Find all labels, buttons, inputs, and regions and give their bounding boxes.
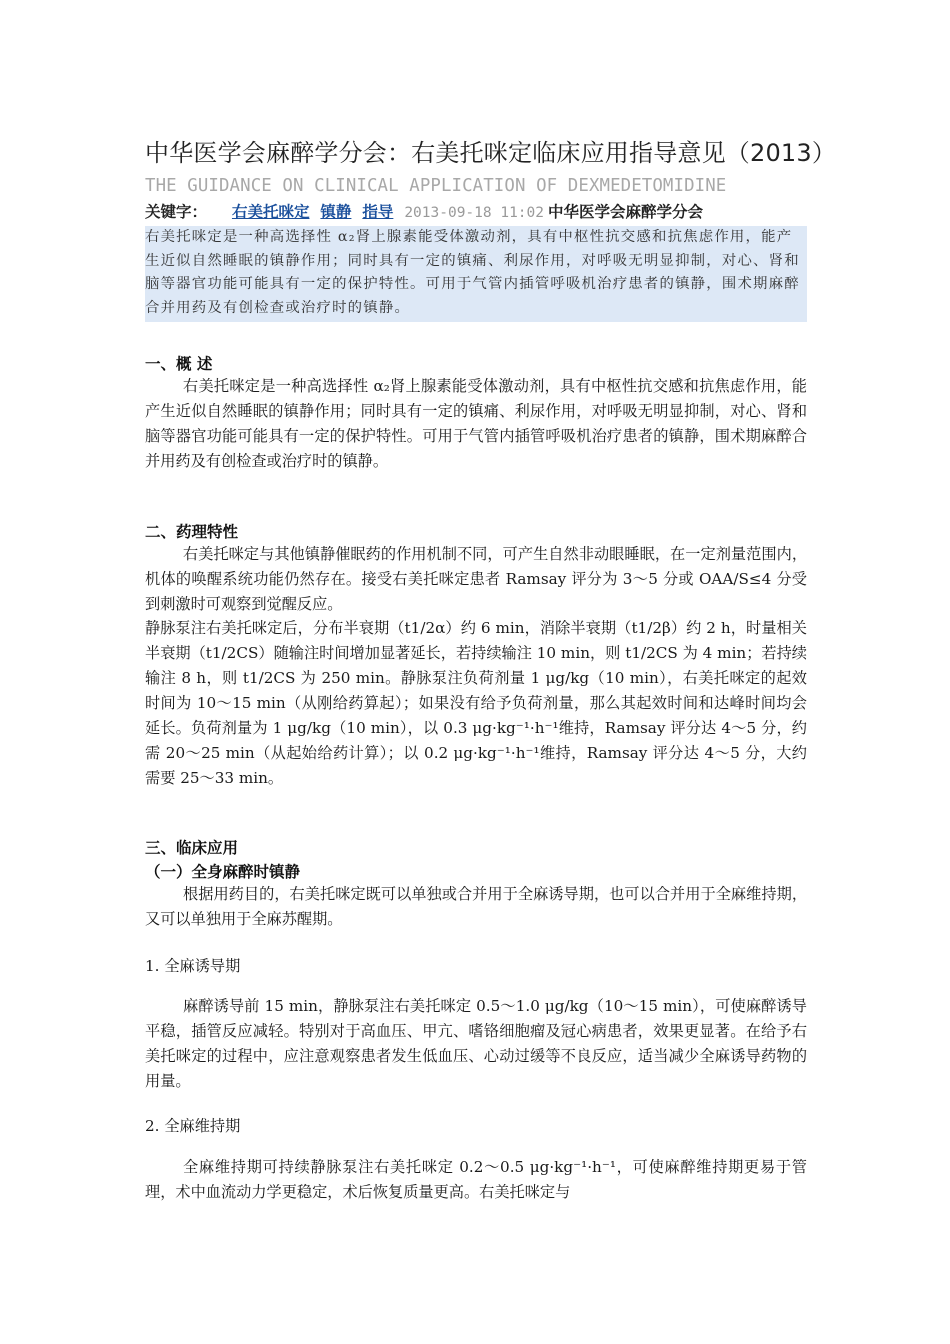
meta-line — [145, 202, 825, 223]
section-heading-clinical-use: 三、临床应用 — [145, 839, 239, 857]
subsection-heading-general-anesthesia: （一）全身麻醉时镇静 — [145, 863, 301, 881]
page-subtitle: THE GUIDANCE ON CLINICAL APPLICATION OF DEXMEDETOMIDINE — [145, 176, 727, 196]
pharmacology-paragraph-1: 右美托咪定与其他镇静催眠药的作用机制不同，可产生自然非动眼睡眠，在一定剂量范围内，机体的唤醒系统功能仍然存在。接受右美托咪定患者 Ramsay 评分为 3～5 分或 OAA/S≤4 分受到刺激时可观察到觉醒反应。 — [145, 545, 807, 613]
overview-paragraph: 右美托咪定是一种高选择性 α₂肾上腺素能受体激动剂，具有中枢性抗交感和抗焦虑作用，能产生近似自然睡眠的镇静作用；同时具有一定的镇痛、利尿作用，对呼吸无明显抑制，对心、肾和脑等器官功能可能具有一定的保护特性。可用于气管内插管呼吸机治疗患者的镇静，围术期麻醉合并用药及有创检查或治疗时的镇静。 — [145, 377, 807, 470]
keywords-label: 关键字： — [145, 203, 208, 221]
section-heading-pharmacology: 二、药理特性 — [145, 523, 239, 541]
maintenance-paragraph: 全麻维持期可持续静脉泵注右美托咪定 0.2～0.5 μg·kg⁻¹·h⁻¹，可使麻醉维持期更易于管理，术中血流动力学更稳定，术后恢复质量更高。右美托咪定与 — [145, 1158, 807, 1201]
page-title: 中华医学会麻醉学分会：右美托咪定临床应用指导意见（2013） — [145, 139, 837, 167]
general-anesthesia-paragraph: 根据用药目的，右美托咪定既可以单独或合并用于全麻诱导期，也可以合并用于全麻维持期，又可以单独用于全麻苏醒期。 — [145, 885, 807, 928]
tag-link-sedation[interactable]: 镇静 — [320, 203, 352, 221]
tag-link-dexmedetomidine[interactable]: 右美托咪定 — [231, 203, 310, 221]
item-heading-induction: 1. 全麻诱导期 — [145, 957, 241, 975]
section-heading-overview: 一、概 述 — [145, 355, 213, 373]
item-heading-maintenance: 2. 全麻维持期 — [145, 1117, 241, 1135]
source-org: 中华医学会麻醉学分会 — [548, 203, 704, 221]
induction-paragraph: 麻醉诱导前 15 min，静脉泵注右美托咪定 0.5～1.0 μg/kg（10～15 min），可使麻醉诱导平稳，插管反应减轻。特别对于高血压、甲亢、嗜铬细胞瘤及冠心病患者，效果更显著。在给予右美托咪定的过程中，应注意观察患者发生低血压、心动过缓等不良反应，适当减少全麻诱导药物的用量。 — [145, 997, 807, 1090]
abstract-box: 右美托咪定是一种高选择性 α₂肾上腺素能受体激动剂，具有中枢性抗交感和抗焦虑作用，能产生近似自然睡眠的镇静作用；同时具有一定的镇痛、利尿作用，对呼吸无明显抑制，对心、肾和脑等器官功能可能具有一定的保护特性。可用于气管内插管呼吸机治疗患者的镇静，围术期麻醉合并用药及有创检查或治疗时的镇静。 — [145, 226, 807, 322]
publish-date: 2013-09-18 11:02 — [404, 205, 544, 221]
tag-link-guidance[interactable]: 指导 — [362, 203, 394, 221]
pharmacology-paragraph-2: 静脉泵注右美托咪定后，分布半衰期（t1/2α）约 6 min，消除半衰期（t1/2β）约 2 h，时量相关半衰期（t1/2CS）随输注时间增加显著延长，若持续输注 10 min，则 t1/2CS 为 4 min；若持续输注 8 h，则 t1/2CS 为 250 min。静脉泵注负荷剂量 1 μg/kg（10 min），右美托咪定的起效时间为 10～15 min（从刚给药算起）；如果没有给予负荷剂量，那么其起效时间和达峰时间均会延长。负荷剂量为 1 μg/kg（10 min），以 0.3 μg·kg⁻¹·h⁻¹维持，Ramsay 评分达 4～5 分，约需 20～25 min（从起始给药计算）；以 0.2 μg·kg⁻¹·h⁻¹维持，Ramsay 评分达 4～5 分，大约需要 25～33 min。 — [145, 619, 807, 787]
